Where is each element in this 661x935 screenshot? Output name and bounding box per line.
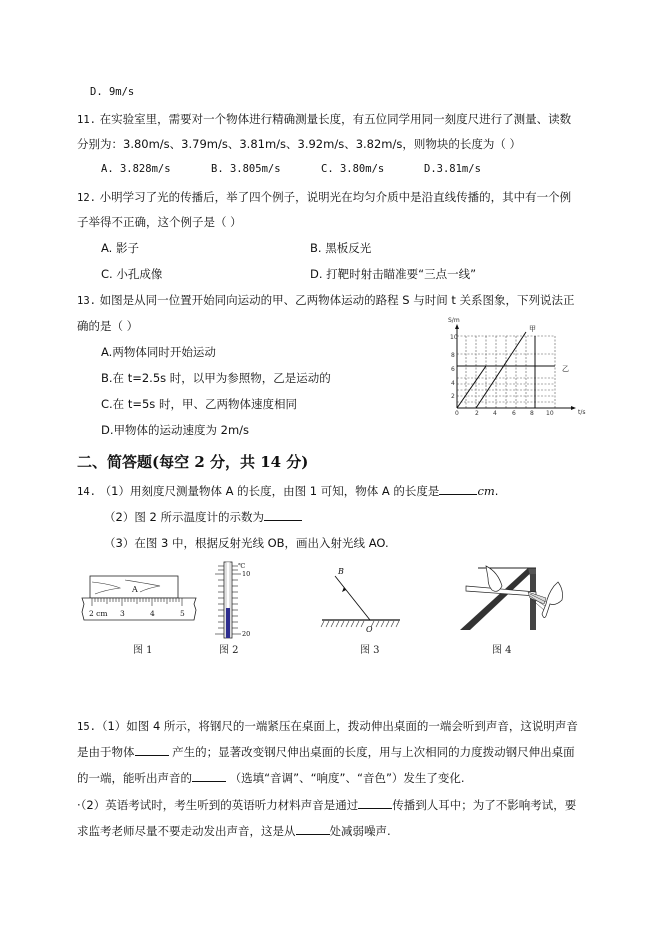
- svg-text:20: 20: [242, 630, 251, 638]
- svg-text:8: 8: [530, 410, 534, 417]
- q15-p2-text-2b: 处减弱噪声.: [329, 824, 391, 838]
- q14-number: 14.: [77, 486, 96, 498]
- q12-line1: [77, 189, 571, 206]
- q11-line2: 分别为：3.80m/s、3.79m/s、3.81m/s、3.92m/s、3.82m/s，则物块的长度为（ ）: [77, 137, 522, 151]
- figure-1-caption: 图 1: [133, 645, 153, 656]
- svg-text:2 cm: 2 cm: [89, 609, 108, 618]
- q13-text-1: 如图是从同一位置开始同向运动的甲、乙两物体运动的路程 S 与时间 t 关系图象，下列说法正: [99, 293, 575, 307]
- q12-option-d: D. 打靶时射击瞄准要“三点一线”: [310, 267, 477, 281]
- figure-4-caption: 图 4: [492, 645, 512, 656]
- section2-heading: 二、简答题(每空 2 分，共 14 分): [77, 453, 309, 471]
- q13-option-a: A.两物体同时开始运动: [101, 345, 216, 359]
- q15-p1-line2: [77, 744, 575, 760]
- y-axis-label: S/m: [448, 317, 460, 324]
- q14-blank-1[interactable]: [439, 483, 477, 495]
- q15-p1-text-2b: 产生的；显著改变钢尺伸出桌面的长度，用与上次相同的力度拨动钢尺伸出桌面: [172, 745, 575, 759]
- svg-text:10: 10: [546, 410, 554, 417]
- q12-option-b: B. 黑板反光: [310, 241, 372, 255]
- q10-option-d: D. 9m/s: [90, 86, 135, 98]
- q13-line2: 确的是（ ）: [77, 319, 139, 333]
- point-o-label: O: [366, 625, 373, 634]
- q11-option-c: C. 3.80m/s: [321, 163, 385, 175]
- figure-2-caption: 图 2: [219, 645, 239, 656]
- q11-option-b: B. 3.805m/s: [211, 163, 281, 175]
- q14-period: .: [494, 484, 499, 498]
- svg-text:3: 3: [120, 609, 125, 618]
- x-axis-label: t/s: [578, 409, 586, 416]
- s-t-graph: [444, 314, 594, 418]
- q12-line2: 子举得不正确，这个例子是（ ）: [77, 215, 242, 229]
- figure-3-reflection: [318, 562, 404, 634]
- q15-p1-text-2a: 是由于物体: [77, 745, 135, 759]
- q15-p1-text-1: （1）如图 4 所示，将钢尺的一端紧压在桌面上，拨动伸出桌面的一端会听到声音，这说明声音: [95, 719, 578, 733]
- figure-1-ruler: [80, 572, 200, 632]
- q15-p1-line1: [77, 718, 578, 735]
- svg-text:4: 4: [451, 380, 455, 387]
- q15-p1-text-3b: （选填“音调”、“响度”、“音色”）发生了变化.: [229, 771, 465, 785]
- q12-option-c: C. 小孔成像: [101, 267, 163, 281]
- q11-option-a: A. 3.828m/s: [101, 163, 171, 175]
- svg-text:4: 4: [493, 410, 497, 417]
- q12-option-a: A. 影子: [101, 241, 139, 255]
- q15-p1-text-3a: 的一端，能听出声音的: [77, 771, 192, 785]
- q15-blank-1[interactable]: [135, 744, 169, 756]
- q15-p2-text-2a: 求监考老师尽量不要走动发出声音，这是从: [77, 824, 296, 838]
- q13-option-d: D.甲物体的运动速度为 2m/s: [101, 423, 250, 437]
- legend-jia: 甲: [529, 325, 536, 333]
- q13-option-c: C.在 t=5s 时，甲、乙两物体速度相同: [101, 397, 297, 411]
- q13-number: 13.: [77, 295, 96, 307]
- ray-b-label: B: [338, 567, 344, 576]
- thermometer-unit: ℃: [238, 562, 246, 570]
- q14-part3: （3）在图 3 中，根据反射光线 OB，画出入射光线 AO.: [104, 536, 389, 550]
- q14-part1-text: （1）用刻度尺测量物体 A 的长度，由图 1 可知，物体 A 的长度是: [99, 484, 440, 498]
- q15-p2-text-1b: 传播到人耳中；为了不影响考试，要: [392, 798, 577, 812]
- svg-text:2: 2: [451, 393, 455, 400]
- q15-p1-line3: [77, 770, 465, 786]
- q14-part2: [104, 509, 302, 525]
- figure-4-steel-ruler: [458, 564, 568, 634]
- svg-text:8: 8: [451, 352, 455, 359]
- q15-p2-line2: [77, 823, 391, 839]
- q12-text-1: 小明学习了光的传播后，举了四个例子，说明光在均匀介质中是沿直线传播的，其中有一个例: [99, 190, 572, 204]
- q15-blank-3[interactable]: [358, 797, 392, 809]
- svg-text:10: 10: [450, 334, 458, 341]
- svg-text:2: 2: [475, 410, 479, 417]
- q14-unit: cm: [477, 484, 495, 498]
- figure-2-thermometer: [214, 560, 258, 640]
- q14-part1: [77, 483, 498, 500]
- q13-option-b: B.在 t=2.5s 时，以甲为参照物，乙是运动的: [101, 371, 331, 385]
- svg-text:10: 10: [242, 570, 251, 578]
- figure-3-caption: 图 3: [360, 645, 380, 656]
- svg-text:6: 6: [512, 410, 516, 417]
- svg-text:0: 0: [455, 410, 459, 417]
- q11-option-d: D.3.81m/s: [424, 163, 481, 175]
- object-a-label: A: [132, 585, 138, 594]
- q15-p2-text-1a: ·（2）英语考试时，考生听到的英语听力材料声音是通过: [77, 798, 359, 812]
- q11-line1: [77, 111, 571, 128]
- q15-number: 15.: [77, 721, 96, 733]
- svg-text:5: 5: [180, 609, 185, 618]
- svg-text:6: 6: [451, 366, 455, 373]
- q11-text-1: 在实验室里，需要对一个物体进行精确测量长度，有五位同学用同一刻度尺进行了测量、读数: [99, 112, 572, 126]
- q13-line1: [77, 292, 575, 309]
- q14-part2-text: （2）图 2 所示温度计的示数为: [104, 510, 264, 524]
- legend-yi: 乙: [562, 365, 569, 373]
- q15-blank-2[interactable]: [192, 770, 226, 782]
- q15-blank-4[interactable]: [296, 823, 330, 835]
- q15-p2-line1: [77, 797, 576, 813]
- q14-blank-2[interactable]: [264, 509, 302, 521]
- svg-text:4: 4: [150, 609, 155, 618]
- q12-number: 12.: [77, 192, 96, 204]
- q11-number: 11.: [77, 114, 96, 126]
